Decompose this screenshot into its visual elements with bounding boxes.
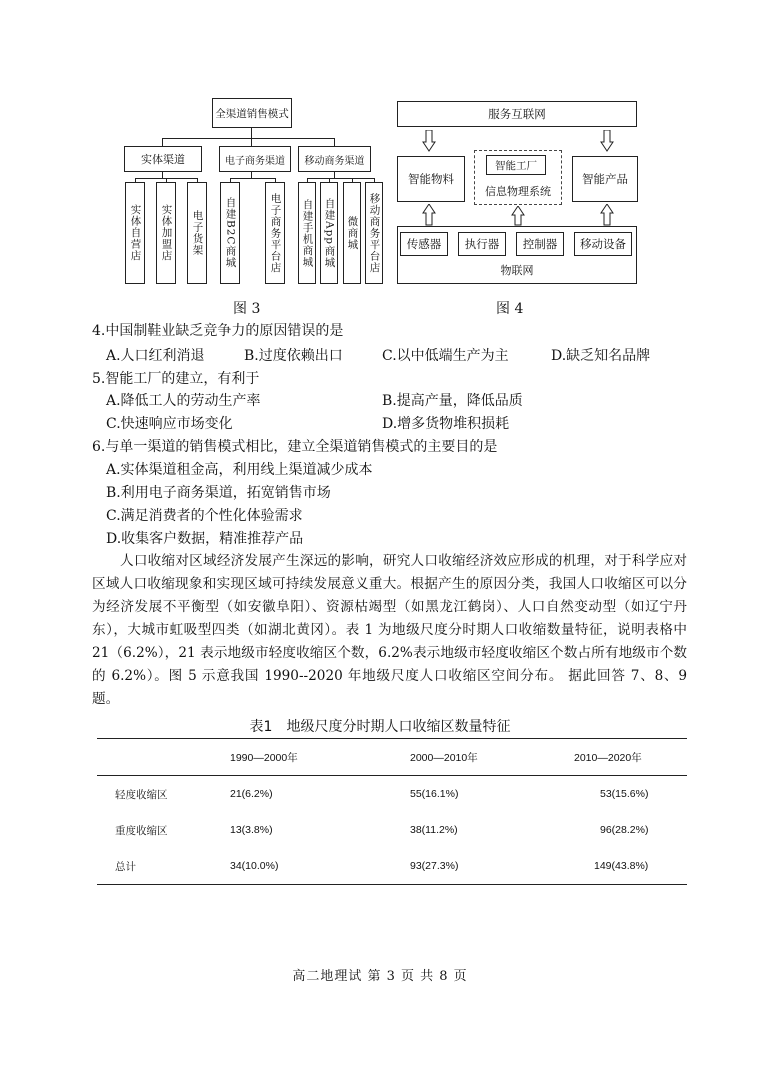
q5-option-c: C.快速响应市场变化 bbox=[106, 416, 233, 432]
q4-option-d: D.缺乏知名品牌 bbox=[551, 348, 651, 364]
fig4-center-sub: 信息物理系统 bbox=[485, 185, 551, 198]
table-cell: 21(6.2%) bbox=[230, 788, 273, 800]
fig3-cat-mobile: 移动商务渠道 bbox=[298, 146, 371, 172]
table-cell: 38(11.2%) bbox=[410, 824, 458, 836]
passage: 人口收缩对区域经济发展产生深远的影响，研究人口收缩经济效应形成的机理，对于科学应对区域人口收缩现象和实现区域可持续发展意义重大。根据产生的原因分类，我国人口收缩区可以分为经济发展不平衡型（如安徽阜阳）、资源枯竭型（如黑龙江鹤岗）、人口自然变动型（如辽宁丹东），大城市虹吸型四类（如湖北黄冈）。表 1 为地级尺度分时期人口收缩数量特征，说明表格中 21（6.2%），21 表示地级市轻度收缩区个数，6.2%表示地级市轻度收缩区个数占所有地级市个数的 6.2%）。图 5 示意我国 1990--2020 年地级尺度人口收缩区空间分布。 据此回答 7、8、9 题。 bbox=[92, 553, 687, 707]
fig3-item: 电子商务平台店 bbox=[265, 182, 285, 284]
fig3-item: 实体加盟店 bbox=[156, 182, 176, 284]
table-row bbox=[97, 776, 687, 813]
fig4-right: 智能产品 bbox=[572, 156, 638, 202]
fig3-item: 实体自营店 bbox=[125, 182, 145, 284]
table-header bbox=[97, 739, 212, 776]
table-cell: 总计 bbox=[97, 848, 212, 885]
table-row bbox=[97, 812, 687, 848]
q6-stem: 6.与单一渠道的销售模式相比，建立全渠道销售模式的主要目的是 bbox=[92, 439, 498, 455]
q5-option-d: D.增多货物堆积损耗 bbox=[382, 416, 510, 432]
table-cell: 96(28.2%) bbox=[600, 824, 649, 836]
q4-option-b: B.过度依赖出口 bbox=[244, 348, 343, 364]
q5-stem: 5.智能工厂的建立，有利于 bbox=[92, 371, 260, 387]
fig3-item: 移动商务平台店 bbox=[365, 182, 383, 284]
q6-option-d: D.收集客户数据，精准推荐产品 bbox=[106, 531, 304, 547]
table-cell: 13(3.8%) bbox=[230, 824, 273, 836]
fig4-label: 图 4 bbox=[496, 301, 524, 317]
table-cell: 34(10.0%) bbox=[212, 848, 372, 885]
q4-option-c: C.以中低端生产为主 bbox=[382, 348, 509, 364]
table-header: 2000—2010年 bbox=[372, 739, 532, 776]
q5-option-b: B.提高产量，降低品质 bbox=[382, 393, 523, 409]
fig4-bottom-title: 物联网 bbox=[500, 264, 534, 277]
table-header: 2010—2020年 bbox=[532, 739, 687, 776]
q5-option-a: A.降低工人的劳动生产率 bbox=[106, 393, 261, 409]
table-header: 1990—2000年 bbox=[212, 739, 372, 776]
arrow-down-icon bbox=[422, 130, 436, 152]
q6-option-a: A.实体渠道租金高，利用线上渠道减少成本 bbox=[106, 462, 373, 478]
fig3-cat-ecommerce: 电子商务渠道 bbox=[219, 146, 291, 172]
fig3-item: 自建App商城 bbox=[320, 182, 338, 284]
page-footer: 高二地理试 第 3 页 共 8 页 bbox=[292, 969, 468, 984]
table-cell: 93(27.3%) bbox=[372, 848, 532, 885]
arrow-up-icon bbox=[422, 204, 436, 226]
q4-stem: 4.中国制鞋业缺乏竞争力的原因错误的是 bbox=[92, 323, 344, 339]
fig3-cat-physical: 实体渠道 bbox=[124, 146, 202, 172]
fig3-item: 自建B2C商城 bbox=[220, 182, 240, 284]
table-cell: 重度收缩区 bbox=[115, 824, 168, 837]
q4-option-a: A.人口红利消退 bbox=[106, 348, 205, 364]
fig4-left: 智能物料 bbox=[397, 156, 465, 202]
fig4-bottom-item: 传感器 bbox=[400, 232, 448, 256]
table-title: 表1 地级尺度分时期人口收缩区数量特征 bbox=[249, 719, 511, 735]
table-cell: 149(43.8%) bbox=[532, 848, 687, 885]
fig4-bottom-item: 移动设备 bbox=[574, 232, 632, 256]
q6-option-b: B.利用电子商务渠道，拓宽销售市场 bbox=[106, 485, 331, 501]
table-row bbox=[97, 848, 687, 885]
q6-option-c: C.满足消费者的个性化体验需求 bbox=[106, 508, 303, 524]
fig4-bottom-item: 执行器 bbox=[458, 232, 506, 256]
fig3-item: 微商城 bbox=[343, 182, 361, 284]
table-cell: 轻度收缩区 bbox=[115, 788, 168, 801]
arrow-up-icon bbox=[511, 206, 525, 226]
fig3-label: 图 3 bbox=[233, 301, 261, 317]
fig3-root: 全渠道销售模式 bbox=[212, 98, 292, 128]
fig3-item: 自建手机商城 bbox=[298, 182, 316, 284]
table-cell: 53(15.6%) bbox=[600, 788, 649, 800]
data-table bbox=[97, 738, 687, 885]
arrow-up-icon bbox=[600, 204, 614, 226]
table-cell: 55(16.1%) bbox=[410, 788, 459, 800]
fig4-center-title: 智能工厂 bbox=[486, 155, 546, 175]
fig4-bottom-item: 控制器 bbox=[516, 232, 564, 256]
fig3-item: 电子货架 bbox=[187, 182, 207, 284]
arrow-down-icon bbox=[600, 130, 614, 152]
fig4-top: 服务互联网 bbox=[397, 101, 637, 127]
